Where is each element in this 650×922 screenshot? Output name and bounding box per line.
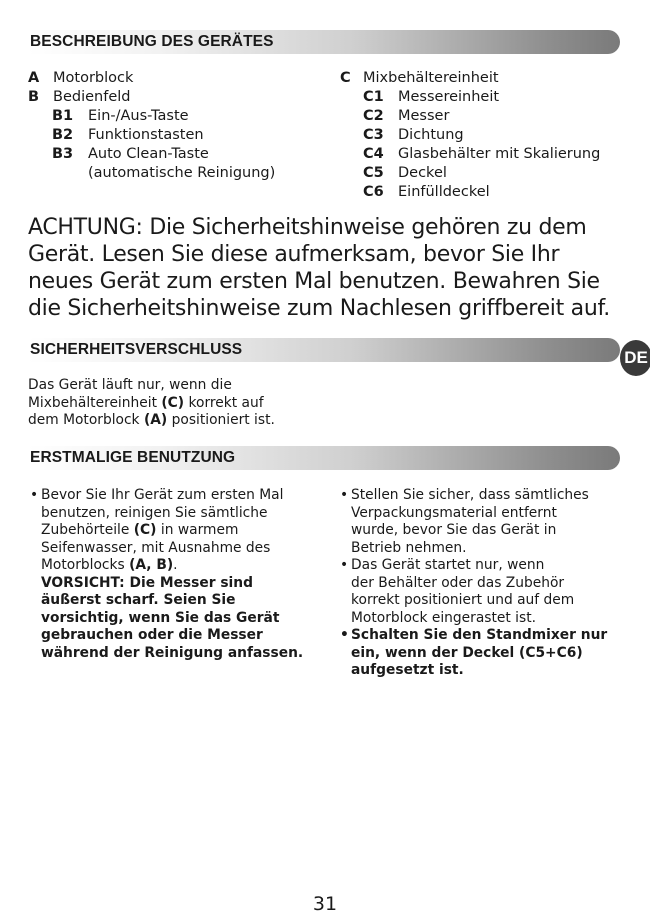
safety-warning: ACHTUNG: Die Sicherheitshinweise gehören zu dem Gerät. Lesen Sie diese aufmerksam, bevor Sie Ihr neues Gerät zum ersten Mal benutzen. Bewahren Sie die Sicherheitshinweise zum Nachlesen griffbereit auf. [28,215,611,321]
section-title: ERSTMALIGE BENUTZUNG [30,449,236,466]
section-header-safety-lock [28,338,620,362]
section-title: BESCHREIBUNG DES GERÄTES [30,33,274,50]
page-number: 31 [312,893,338,915]
section-header-description [28,30,620,54]
language-badge: DE [620,340,650,376]
list-item-continuation: (automatische Reinigung) [88,165,276,181]
safety-lock-text: Das Gerät läuft nur, wenn die Mixbehältereinheit (C) korrekt auf dem Motorblock (A) positioniert ist. [28,377,275,428]
section-title: SICHERHEITSVERSCHLUSS [30,341,243,358]
section-header-first-use [28,446,620,470]
